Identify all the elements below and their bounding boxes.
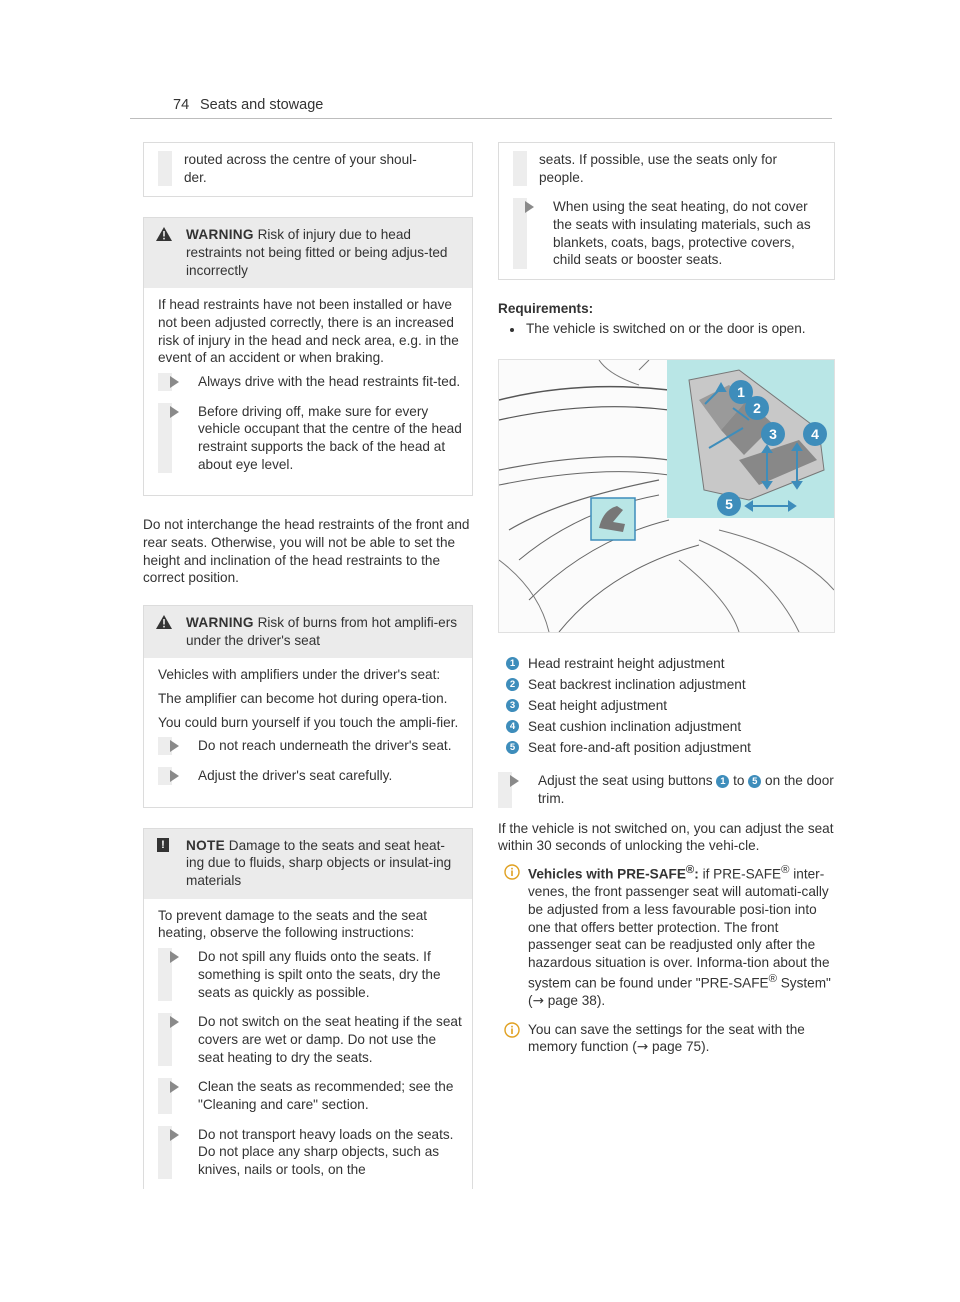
instruction-step: [498, 772, 835, 807]
info-text: You can save the settings for the seat with the memory function (: [528, 1021, 805, 1055]
legend-number: 1: [506, 657, 519, 670]
warning-head-restraints: [143, 217, 473, 496]
legend-number: 5: [506, 741, 519, 754]
info-pre-safe: Vehicles with PRE-SAFE®: if PRE-SAFE® inter-venes, the front passenger seat will automati-cally be adjusted from a less favourable posi-tion into one that offers better protection. The front passenger seat can be readjusted only after the hazardous situation is over. Informa-tion about the system can be found under "PRE-SAFE® System" (→ page 38).: [498, 863, 835, 1010]
continued-step-text: seats. If possible, use the seats only for people.: [539, 152, 778, 185]
requirements-title: Requirements:: [498, 301, 594, 317]
figure-legend: [498, 653, 835, 758]
seat-adjustment-figure: [498, 359, 835, 633]
warning-triangle-icon: [156, 227, 172, 241]
step-arrow-icon: [170, 740, 179, 752]
legend-text: Seat backrest inclination adjustment: [528, 677, 746, 693]
callout-5: 5: [717, 492, 741, 516]
legend-text: Seat fore-and-aft position adjustment: [528, 740, 751, 756]
step-text: When using the seat heating, do not cover the seats with insulating materials, such as blankets, coats, bags, protective covers, child seats or booster seats.: [553, 199, 811, 268]
info-text: inter-venes, the front passenger seat will automati-cally be adjusted from a less favourable posi-tion into one that offers better protection. The front passenger seat can be readjusted only after the hazardous situation is over. Informa-tion about the system can be found under: [528, 866, 830, 991]
legend-item: [498, 653, 835, 674]
instruction-step: [158, 767, 462, 785]
legend-text: Head restraint height adjustment: [528, 656, 725, 672]
page-header: [130, 96, 832, 119]
instruction-step: [158, 737, 462, 755]
info-icon: [504, 864, 520, 880]
instruction-step: [513, 198, 824, 269]
callout-3: 3: [761, 422, 785, 446]
continued-step: [158, 151, 462, 186]
callout-1: 1: [729, 380, 753, 404]
step-arrow-icon: [170, 951, 179, 963]
warning-amplifier-burns: [143, 605, 473, 808]
page-number: 74: [173, 97, 190, 113]
step-text: Adjust the seat using buttons 1 to 5 on the door trim.: [538, 773, 834, 807]
instruction-step: [158, 373, 462, 391]
legend-number: 3: [506, 699, 519, 712]
note-text: To prevent damage to the seats and the seat heating, observe the following instructions:: [158, 907, 428, 941]
warning-triangle-icon: [156, 615, 172, 629]
right-column: [498, 142, 835, 1067]
step-text: Always drive with the head restraints fit-ted.: [198, 374, 461, 390]
legend-item: [498, 716, 835, 737]
note-seat-damage: [143, 828, 473, 1189]
continued-step: [513, 151, 824, 186]
instruction-step: [158, 1078, 462, 1113]
note-body: [144, 899, 472, 1189]
warning-title: Risk of injury due to head restraints not being fitted or being adjus-ted incorrectly: [186, 227, 448, 278]
step-arrow-icon: [170, 376, 179, 388]
legend-item: [498, 674, 835, 695]
callout-2: 2: [745, 396, 769, 420]
instruction-step: [158, 948, 462, 1001]
instruction-step: [158, 1013, 462, 1066]
door-trim-illustration: [499, 360, 834, 632]
warning-label: WARNING: [186, 227, 254, 243]
warning-text: The amplifier can become hot during opera-tion.: [158, 691, 448, 707]
step-text: Do not spill any fluids onto the seats. If something is spilt onto the seats, dry the seats as quickly as possible.: [198, 949, 441, 1000]
step-text: Do not switch on the seat heating if the seat covers are wet or damp. Do not use the seat heating to dry the seats.: [198, 1014, 462, 1065]
warning-label: WARNING: [186, 615, 254, 631]
left-column: [143, 142, 473, 1209]
button-number: 5: [748, 775, 761, 788]
note-header: [144, 829, 472, 899]
step-text: Do not transport heavy loads on the seats. Do not place any sharp objects, such as knives, nails or tools, on the: [198, 1126, 454, 1177]
step-arrow-icon: [525, 201, 534, 213]
legend-item: [498, 695, 835, 716]
callout-4: 4: [803, 422, 827, 446]
step-text: Clean the seats as recommended; see the "Cleaning and care" section.: [198, 1079, 454, 1112]
note-title: Damage to the seats and seat heat-ing due to fluids, sharp objects or insulat-ing materials: [186, 837, 452, 889]
step-text: Do not reach underneath the driver's seat.: [198, 738, 452, 754]
page-ref-arrow-icon: →: [532, 992, 544, 1009]
note-label: NOTE: [186, 837, 225, 853]
warning-body: [144, 288, 472, 495]
step-arrow-icon: [170, 1016, 179, 1028]
step-arrow-icon: [170, 406, 179, 418]
step-text: Adjust the driver's seat carefully.: [198, 768, 393, 784]
body-paragraph: If the vehicle is not switched on, you can adjust the seat within 30 seconds of unlocking the vehi-cle.: [498, 820, 834, 854]
warning-text: If head restraints have not been installed or have not been adjusted correctly, there is an increased risk of injury in the head and neck area, e.g. in the event of an accident or when braking.: [158, 297, 459, 366]
continued-note-box: [498, 142, 835, 280]
legend-number: 4: [506, 720, 519, 733]
instruction-step: [158, 1126, 462, 1179]
legend-text: Seat height adjustment: [528, 698, 668, 714]
legend-item: [498, 737, 835, 758]
page-ref-arrow-icon: →: [636, 1039, 649, 1056]
button-number: 1: [716, 775, 729, 788]
continued-step-box: [143, 142, 473, 197]
warning-text: You could burn yourself if you touch the ampli-fier.: [158, 714, 459, 730]
info-icon: [504, 1022, 520, 1038]
warning-header: [144, 218, 472, 288]
legend-text: Seat cushion inclination adjustment: [528, 719, 742, 735]
page-reference-link[interactable]: page 75: [651, 1039, 702, 1055]
info-label: Vehicles with PRE-SAFE: [528, 866, 686, 882]
instruction-step: [158, 403, 462, 474]
step-arrow-icon: [170, 1081, 179, 1093]
warning-header: [144, 606, 472, 658]
warning-title: Risk of burns from hot amplifi-ers under the driver's seat: [186, 615, 458, 648]
warning-text: Vehicles with amplifiers under the driver's seat:: [158, 667, 441, 683]
legend-number: 2: [506, 678, 519, 691]
body-paragraph: Do not interchange the head restraints of the front and rear seats. Otherwise, you will not be able to set the height and inclination of the head restraints to the correct position.: [143, 517, 470, 586]
step-arrow-icon: [510, 775, 519, 787]
step-text: Before driving off, make sure for every vehicle occupant that the centre of the head restraint supports the back of the head at about eye level.: [198, 403, 462, 472]
requirement-item: The vehicle is switched on or the door is open.: [498, 320, 835, 338]
warning-body: [144, 658, 472, 806]
section-title: Seats and stowage: [200, 97, 324, 113]
continued-step-text: routed across the centre of your shoul- der.: [184, 152, 417, 185]
step-arrow-icon: [170, 1129, 179, 1141]
info-memory: You can save the settings for the seat with the memory function (→ page 75).: [498, 1021, 835, 1057]
step-arrow-icon: [170, 770, 179, 782]
page-reference-link[interactable]: page 38: [547, 992, 597, 1008]
exclamation-icon: !: [157, 838, 169, 852]
